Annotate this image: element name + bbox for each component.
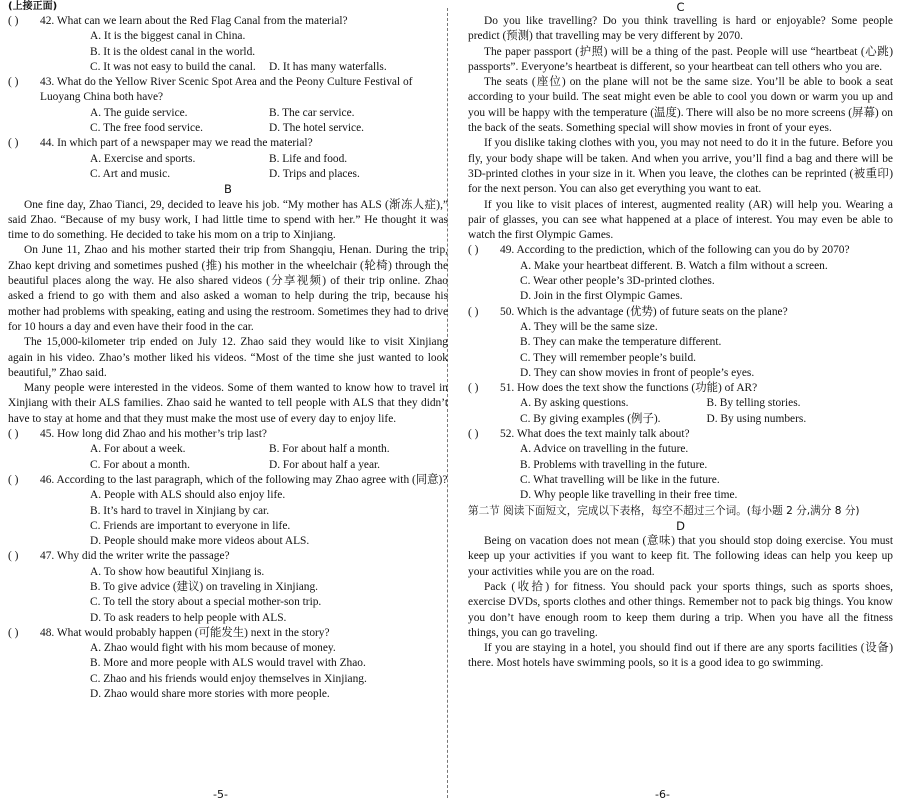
option-a: A. For about a week. — [90, 443, 186, 456]
option-b: B. The car service. — [269, 106, 355, 119]
passage-c-paragraph-5: If you like to visit places of interest, augmented reality (AR) will help you. Wearing a pair of glasses, you can see what happened at a place of interest. You may even be able to watch the first Olympic Games. — [468, 198, 893, 242]
option-a: A. To show how beautiful Xinjiang is. — [90, 565, 265, 578]
continued-note: (上接正面) — [8, 1, 58, 12]
question-45: ( ) 45. How long did Zhao and his mother’s trip last? A. For about a week. B. For about half a month. C. For about a month. D. For about half a year. — [8, 427, 448, 473]
question-47: ( ) 47. Why did the writer write the passage? A. To show how beautiful Xinjiang is. B. To give advice (建议) on traveling in Xinjiang. C. To tell the story about a special mother-son trip. D. To ask readers to help people with ALS. — [8, 549, 448, 625]
passage-c-paragraph-3: The seats (座位) on the plane will not be the same size. You’ll be able to book a seat according to your build. The seat might even be able to cool you down or warm you up and you will be happy with the temperature (温度). There will also be no more screens (屏幕) on the back of the seats. Something special will show movies in front of your eyes. — [468, 76, 893, 135]
question-46: ( ) 46. According to the last paragraph, which of the following may Zhao agree with (同意)? A. People with ALS should also enjoy life. B. It’s hard to travel in Xinjiang by car. C. Friends are important to everyone in life. D. People should make more videos about ALS. — [8, 473, 448, 549]
option-d: D. Why people like travelling in their free time. — [520, 489, 738, 502]
option-d: D. Trips and places. — [269, 167, 360, 180]
option-c: C. Friends are important to everyone in life. — [90, 519, 291, 532]
option-a: A. Advice on travelling in the future. — [520, 443, 689, 456]
option-c: C. Art and music. — [90, 167, 171, 180]
question-48: ( ) 48. What would probably happen (可能发生) next in the story? A. Zhao would fight with his mom because of money. B. More and more people with ALS would travel with Zhao. C. Zhao and his friends would enjoy themselves in Xinjiang. D. Zhao would share more stories with more people. — [8, 626, 448, 702]
passage-c-paragraph-2: The paper passport (护照) will be a thing of the past. People will use “heartbeat (心跳) passports”. Everyone’s heartbeat is different, so your heartbeat can tell others who you are. — [468, 45, 893, 73]
answer-blank[interactable]: ( ) — [468, 305, 479, 318]
passage-d-paragraph-3: If you are staying in a hotel, you should find out if there are any sports facilities (设备) there. Most hotels have swimming pools, so it is a good idea to go swimming. — [468, 642, 893, 670]
right-column — [468, 0, 893, 672]
option-b: B. By telling stories. — [706, 397, 801, 410]
section-c-heading: C — [676, 0, 685, 14]
answer-blank[interactable]: ( ) — [468, 382, 479, 395]
option-d: D. For about half a year. — [269, 458, 381, 471]
passage-c-paragraph-4: If you dislike taking clothes with you, you may not need to do it in the future. Before you fly, your body shape will be taken. And when you arrive, you’ll find a bag and there will be 3D-printed clothes in your size in it. When you leave, the clothes can be reprinted (被重印) for the next person. You can also get everything you want to eat. — [468, 137, 893, 196]
passage-b-paragraph-3: The 15,000-kilometer trip ended on July 12. Zhao said they would like to visit Xinjiang again in his video. Zhao’s mother liked his videos. “Most of the time she just wanted to look beautiful,” Zhao said. — [8, 336, 448, 379]
option-d: D. By using numbers. — [706, 412, 807, 425]
option-c: C. For about a month. — [90, 458, 190, 471]
option-d: D. It has many waterfalls. — [269, 60, 387, 73]
answer-blank[interactable]: ( ) — [8, 428, 19, 441]
section-2-heading: 第二节 阅读下面短文，完成以下表格，每空不超过三个词。(每小题 2 分,满分 8 分) — [468, 504, 860, 517]
option-b: B. More and more people with ALS would travel with Zhao. — [90, 657, 366, 670]
passage-b-paragraph-4: Many people were interested in the videos. Some of them wanted to know how to travel in Xinjiang with their ALS families. Zhao said he wanted to tell people with ALS that they didn’t have to stay at home and that they must make the most use of every day to enjoy life. — [8, 382, 448, 425]
option-c: C. What travelling will be like in the future. — [520, 473, 720, 486]
page-number-right: -6- — [655, 788, 670, 801]
answer-blank[interactable]: ( ) — [8, 76, 19, 89]
passage-b-paragraph-1: One fine day, Zhao Tianci, 29, decided to leave his job. “My mother has ALS (渐冻人症),” said Zhao. “Because of my busy work, I had little time to spend with her.” He thought it was time to do something. He decided to take his mom on a trip to Xinjiang. — [8, 198, 448, 242]
answer-blank[interactable]: ( ) — [8, 550, 19, 563]
option-c: C. The free food service. — [90, 122, 204, 135]
option-b: B. To give advice (建议) on traveling in Xinjiang. — [90, 580, 319, 593]
option-d: D. Join in the first Olympic Games. — [520, 290, 683, 303]
option-d: D. People should make more videos about ALS. — [90, 535, 310, 548]
option-d: D. The hotel service. — [269, 122, 364, 135]
section-d-heading: D — [676, 518, 685, 533]
answer-blank[interactable]: ( ) — [8, 137, 19, 150]
question-49: ( ) 49. According to the prediction, which of the following can you do by 2070? A. Make your heartbeat different. B. Watch a film without a screen. C. Wear other people’s 3D-printed clothes. D. Join in the first Olympic Games. — [468, 243, 893, 304]
option-b: B. It’s hard to travel in Xinjiang by car. — [90, 504, 270, 517]
left-column — [8, 0, 448, 702]
option-a: A. They will be the same size. — [520, 320, 658, 333]
section-b-heading: B — [224, 182, 232, 197]
option-b: B. For about half a month. — [269, 443, 390, 456]
option-a: A. The guide service. — [90, 106, 188, 119]
option-c: C. By giving examples (例子). — [520, 412, 661, 425]
option-c: C. To tell the story about a special mother-son trip. — [90, 596, 322, 609]
question-42: ( ) 42. What can we learn about the Red Flag Canal from the material? A. It is the biggest canal in China. B. It is the oldest canal in the world. C. It was not easy to build the canal. D. It has many waterfalls. — [8, 14, 448, 75]
option-c: C. They will remember people’s build. — [520, 351, 696, 364]
option-c: C. Wear other people’s 3D-printed clothes. — [520, 275, 715, 288]
answer-blank[interactable]: ( ) — [468, 244, 479, 257]
answer-blank[interactable]: ( ) — [468, 428, 479, 441]
passage-d-paragraph-2: Pack (收拾) for fitness. You should pack your sports things, such as sports shoes, exercise DVDs, sports clothes and other things. Remember not to pack big things. You know you don’t have enough room to keep them during a trip. When you have all the fitness things, you can go traveling. — [468, 580, 893, 639]
option-a: A. By asking questions. — [520, 397, 629, 410]
option-d: D. To ask readers to help people with ALS. — [90, 611, 287, 624]
question-44: ( ) 44. In which part of a newspaper may we read the material? A. Exercise and sports. B. Life and food. C. Art and music. D. Trips and places. — [8, 136, 448, 182]
answer-blank[interactable]: ( ) — [8, 15, 19, 27]
option-b: B. Problems with travelling in the future. — [520, 458, 708, 471]
answer-blank[interactable]: ( ) — [8, 473, 19, 486]
option-a: A. It is the biggest canal in China. — [90, 30, 246, 43]
question-50: ( ) 50. Which is the advantage (优势) of future seats on the plane? A. They will be the same size. B. They can make the temperature different. C. They will remember people’s build. D. They can show movies in front of people’s eyes. — [468, 305, 893, 381]
question-43: ( ) 43. What do the Yellow River Scenic Spot Area and the Peony Culture Festival of Luoyang China both have? A. The guide service. B. The car service. C. The free food service. D. The hotel service. — [8, 75, 448, 136]
page-number-left: -5- — [213, 788, 228, 801]
option-a: A. Exercise and sports. — [90, 152, 196, 165]
question-52: ( ) 52. What does the text mainly talk about? A. Advice on travelling in the future. B. Problems with travelling in the future. C. What travelling will be like in the future. D. Why people like travelling in their free time. — [468, 427, 893, 503]
option-d: D. They can show movies in front of people’s eyes. — [520, 366, 755, 379]
option-b: B. Life and food. — [269, 152, 348, 165]
passage-b-paragraph-2: On June 11, Zhao and his mother started their trip from Shangqiu, Henan. During the trip, Zhao kept driving and sometimes pushed (推) his mother in the wheelchair (轮椅) through the beautiful places along the way. He also shared videos (分享视频) of their trip online. Zhao asked a friend to go with them and also asked a woman to help during the trip, because his mother had problems with speaking, eating and using the restroom. Sometimes they had to drive for 10 hours a day and even have their food in the car. — [8, 244, 448, 333]
option-a: A. Zhao would fight with his mom because of money. — [90, 642, 336, 655]
passage-d-paragraph-1: Being on vacation does not mean (意味) that you should stop doing exercise. You must keep up your activities if you want to keep fit. The following ideas can help you keep up your activities while you are on the road. — [468, 535, 893, 578]
question-51: ( ) 51. How does the text show the functions (功能) of AR? A. By asking questions. B. By telling stories. C. By giving examples (例子). D. By using numbers. — [468, 381, 893, 427]
passage-c-paragraph-1: Do you like travelling? Do you think travelling is hard or enjoyable? Some people predict (预测) that travelling may be very different by 2070. — [468, 15, 893, 43]
option-c: C. It was not easy to build the canal. — [90, 60, 256, 73]
option-c: C. Zhao and his friends would enjoy themselves in Xinjiang. — [90, 672, 367, 685]
option-d: D. Zhao would share more stories with more people. — [90, 688, 330, 701]
option-b: B. They can make the temperature different. — [520, 336, 722, 349]
option-a: A. People with ALS should also enjoy life. — [90, 489, 286, 502]
answer-blank[interactable]: ( ) — [8, 626, 19, 639]
option-a-b: A. Make your heartbeat different. B. Watch a film without a screen. — [520, 259, 828, 272]
option-b: B. It is the oldest canal in the world. — [90, 45, 256, 58]
